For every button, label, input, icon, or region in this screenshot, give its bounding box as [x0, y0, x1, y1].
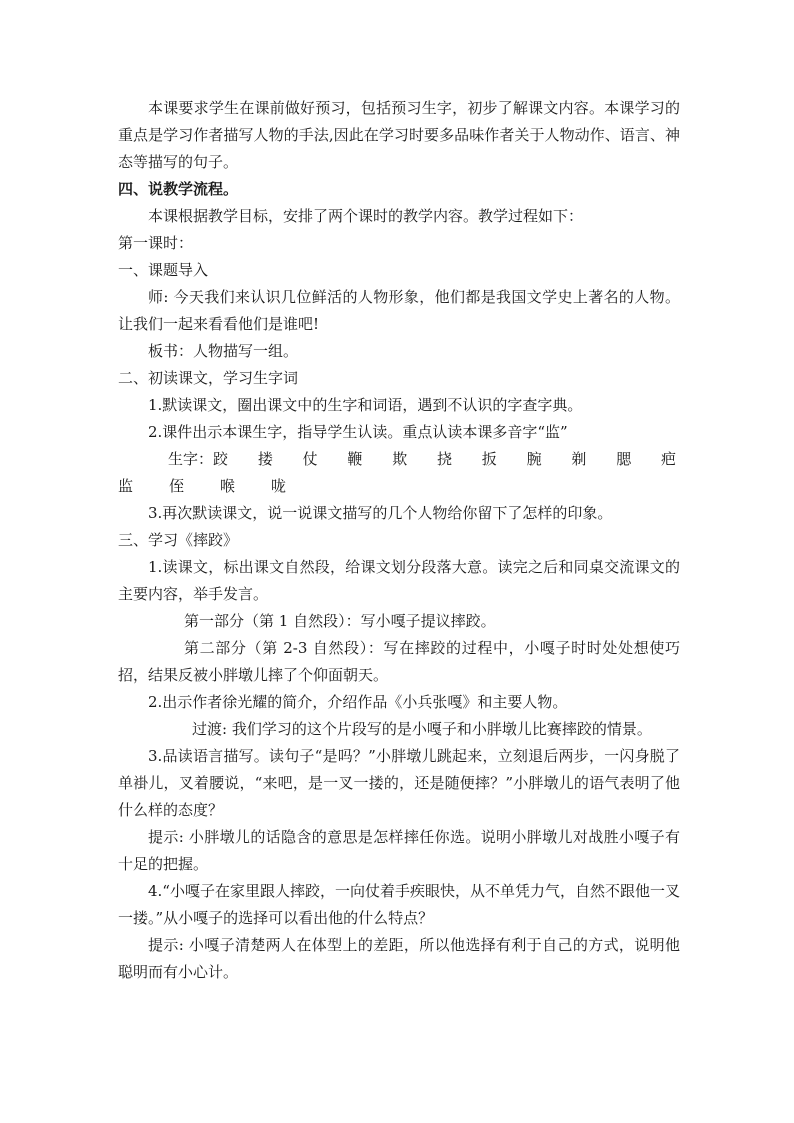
step-three-item-2: 2.出示作者徐光耀的简介，介绍作品《小兵张嘎》和主要人物。 [148, 693, 568, 711]
process-intro: 本课根据教学目标，安排了两个课时的教学内容。教学过程如下： [148, 207, 584, 225]
character: 扳 [481, 450, 497, 468]
new-characters-row-1 [118, 446, 680, 473]
step-three-item-4: 4.“小嘎子在家里跟人摔跤，一向仗着手疾眼快，从不单凭力气，自然不跟他一叉一搂。”从小嘎子的选择可以看出他的什么特点？ [118, 882, 680, 927]
step-two-item-2: 2.课件出示本课生字，指导学生认读。重点认读本课多音字“监” [148, 423, 568, 441]
character: 腕 [526, 450, 542, 468]
character: 挠 [437, 450, 453, 468]
intro-paragraph: 本课要求学生在课前做好预习，包括预习生字，初步了解课文内容。本课学习的重点是学习作者描写人物的手法,因此在学习时要多品味作者关于人物动作、语言、神态等描写的句子。 [118, 99, 680, 171]
part-two: 第二部分（第 2-3 自然段）：写在摔跤的过程中，小嘎子时时处处想使巧招，结果反被小胖墩儿摔了个仰面朝天。 [118, 639, 680, 684]
step-two-item-3: 3.再次默读课文，说一说课文描写的几个人物给你留下了怎样的印象。 [148, 504, 613, 522]
hint-one: 提示: 小胖墩儿的话隐含的意思是怎样摔任你选。说明小胖墩儿对战胜小嘎子有十足的把握。 [118, 828, 680, 873]
character: 侄 [169, 477, 185, 495]
character: 监 [118, 477, 134, 495]
character: 搂 [257, 450, 273, 468]
transition-note: 过渡: 我们学习的这个片段写的是小嘎子和小胖墩儿比赛摔跤的情景。 [192, 720, 652, 738]
part-one: 第一部分（第 1 自然段）：写小嘎子提议摔跤。 [184, 612, 496, 630]
character: 剃 [571, 450, 587, 468]
character: 咙 [271, 477, 287, 495]
new-characters-label: 生字：跤 [168, 450, 229, 468]
character: 疤 [660, 450, 676, 468]
lesson-one-label: 第一课时： [118, 234, 194, 252]
step-three-item-3: 3.品读语言描写。读句子“是吗？”小胖墩儿跳起来，立刻退后两步，一闪身脱了单褂儿，叉着腰说，“来吧，是一叉一搂的，还是随便摔？”小胖墩儿的语气表明了他什么样的态度？ [118, 747, 680, 819]
character: 欺 [392, 450, 408, 468]
step-one-heading: 一、课题导入 [118, 261, 209, 279]
character: 腮 [616, 450, 632, 468]
character: 仗 [302, 450, 318, 468]
step-two-item-1: 1.默读课文，圈出课文中的生字和词语，遇到不认识的字查字典。 [148, 396, 583, 414]
hint-two: 提示: 小嘎子清楚两人在体型上的差距，所以他选择有利于自己的方式，说明他聪明而有小心计。 [118, 936, 680, 981]
step-two-heading: 二、初读课文，学习生字词 [118, 369, 299, 387]
step-three-item-1: 1.读课文，标出课文自然段，给课文划分段落大意。读完之后和同桌交流课文的主要内容，举手发言。 [118, 558, 680, 603]
teacher-intro: 师: 今天我们来认识几位鲜活的人物形象，他们都是我国文学史上著名的人物。让我们一起来看看他们是谁吧! [118, 288, 680, 333]
board-note: 板书：人物描写一组。 [148, 342, 299, 360]
new-characters-row-2 [118, 473, 680, 500]
character: 鞭 [347, 450, 363, 468]
document-page [118, 95, 680, 986]
character: 喉 [220, 477, 236, 495]
section-heading-teaching-process: 四、说教学流程。 [118, 180, 239, 198]
step-three-heading: 三、学习《摔跤》 [118, 531, 239, 549]
